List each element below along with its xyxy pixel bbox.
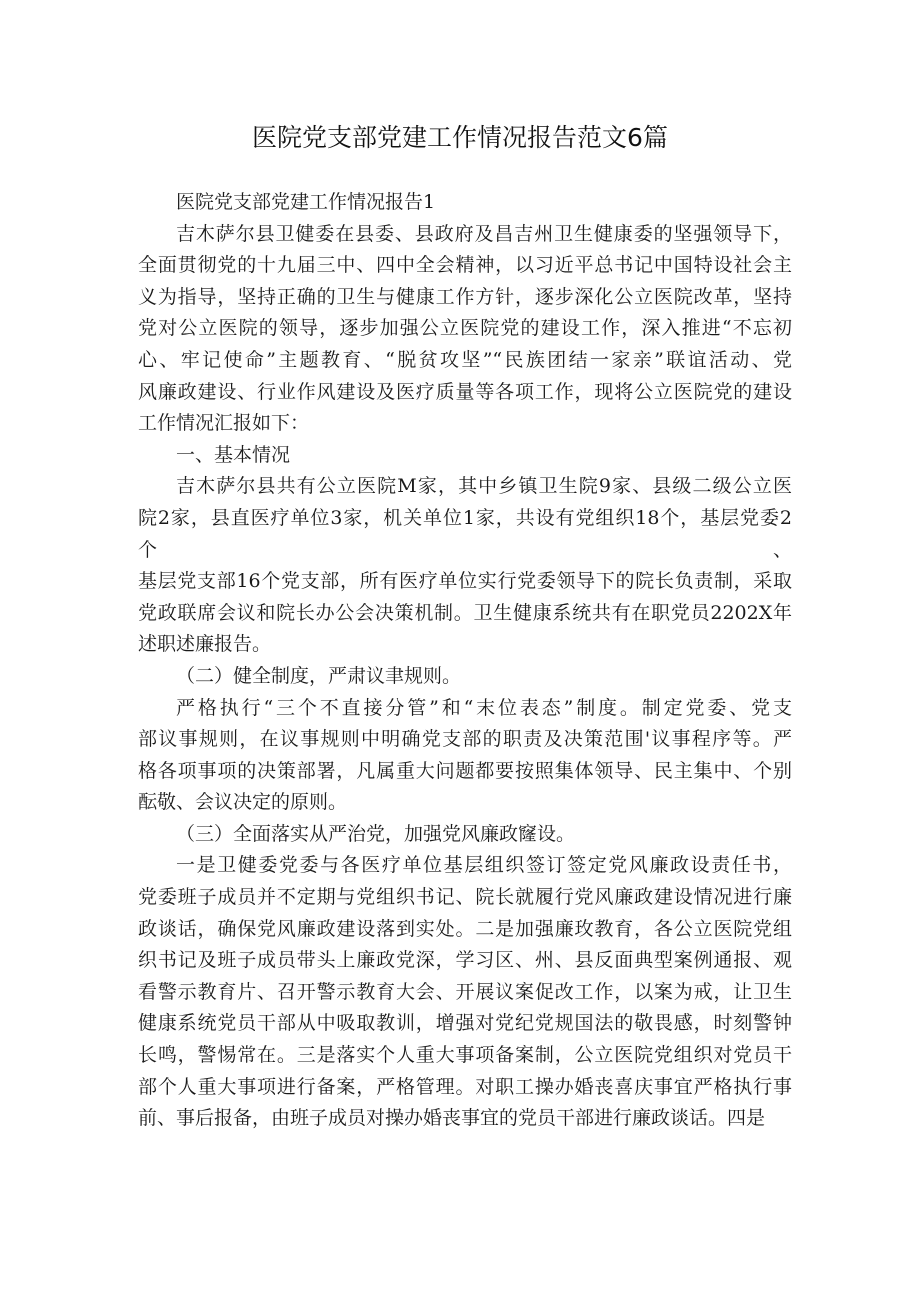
- paragraph-line: 党政联席会议和院长办公会决策机制。卫生健康系统共有在职党员2202X年: [138, 601, 792, 624]
- paragraph-line: 心、牢记使命”主题教育、“脱贫攻坚”“民族团结一家亲”联谊活动、党: [138, 348, 792, 371]
- paragraph-line: 前、事后报备，由班子成员对操办婚丧事宜的党员干部进行廉政谈话。四是: [138, 1107, 766, 1130]
- paragraph-line: 一、基本情况: [176, 443, 291, 466]
- paragraph-line: 义为指导，坚持正确的卫生与健康工作方针，逐步深化公立医院改革，坚持: [138, 285, 792, 308]
- paragraph-line: 基层党支部16个党支部，所有医疗单位实行党委领导下的院长负责制，采取: [138, 570, 792, 593]
- paragraph-line: （二）健全制度，严肃议聿规则。: [176, 664, 462, 687]
- paragraph-line: 吉木萨尔县卫健委在县委、县政府及昌吉州卫生健康委的坚强领导下，: [176, 222, 792, 245]
- paragraph-line: 酝敬、会议决定的原则。: [138, 791, 348, 814]
- document-body: [138, 187, 792, 1135]
- paragraph-line: 长鸣，警惕常在。三是落实个人重大事项备案制，公立医院党组织对党员干: [138, 1044, 792, 1067]
- document-title: 医院党支部党建工作情况报告范文6篇: [252, 123, 668, 152]
- paragraph-line: 风廉政建设、行业作风建设及医疗质量等各项工作，现将公立医院党的建设: [138, 380, 792, 403]
- paragraph-line: 述职述廉报告。: [138, 633, 272, 656]
- paragraph-line: 织书记及班子成员带头上廉政党深，学习区、州、县反面典型案例通报、观: [138, 949, 792, 972]
- paragraph-line: 格各项事项的决策部署，凡属重大问题都要按照集体领导、民主集中、个别: [138, 759, 792, 782]
- paragraph-line: （三）全面落实从严治党，加强党风廉政窿设。: [176, 822, 576, 845]
- paragraph-line: 一是卫健委党委与各医疗单位基层组织签订签定党风廉政设责任书，: [176, 854, 792, 877]
- paragraph-line: 部个人重大事项进行备案，严格管理。对职工操办婚丧喜庆事宜严格执行事: [138, 1075, 792, 1098]
- paragraph-line: 医院党支部党建工作情况报告1: [176, 191, 436, 213]
- paragraph-line: 严格执行“三个不直接分管”和“末位表态”制度。制定党委、党支: [176, 696, 792, 719]
- paragraph-line: 健康系统党员干部从中吸取教训，增强对党纪党规国法的敬畏感，时刻警钟: [138, 1012, 792, 1035]
- paragraph-line: 党对公立医院的领导，逐步加强公立医院党的建设工作，深入推进“不忘初: [138, 317, 792, 340]
- paragraph-line: 部议事规则，在议事规则中明确党支部的职责及决策范围'议事程序等。严: [138, 728, 792, 751]
- paragraph-line: 吉木萨尔县共有公立医院M家，其中乡镇卫生院9家、县级二级公立医: [176, 475, 792, 498]
- paragraph-line: 政谈话，确保党风廉政建设落到实处。二是加强廉玫教育，各公立医院党组: [138, 917, 792, 940]
- paragraph-line: 工作情况汇报如下：: [138, 412, 310, 435]
- paragraph-line: 看警示教育片、召开警示教育大会、开展议案促改工作，以案为戒，让卫生: [138, 980, 792, 1003]
- paragraph-line: 全面贯彻党的十九届三中、四中全会精神，以习近平总书记中国特设社会主: [138, 254, 792, 277]
- paragraph-line: 院2家，县直医疗单位3家，机关单位1家，共设有党组织18个，基层党委2个、: [138, 506, 792, 561]
- paragraph-line: 党委班子成员并不定期与党组织书记、院长就履行党风廉政建设情况进行廉: [138, 886, 792, 909]
